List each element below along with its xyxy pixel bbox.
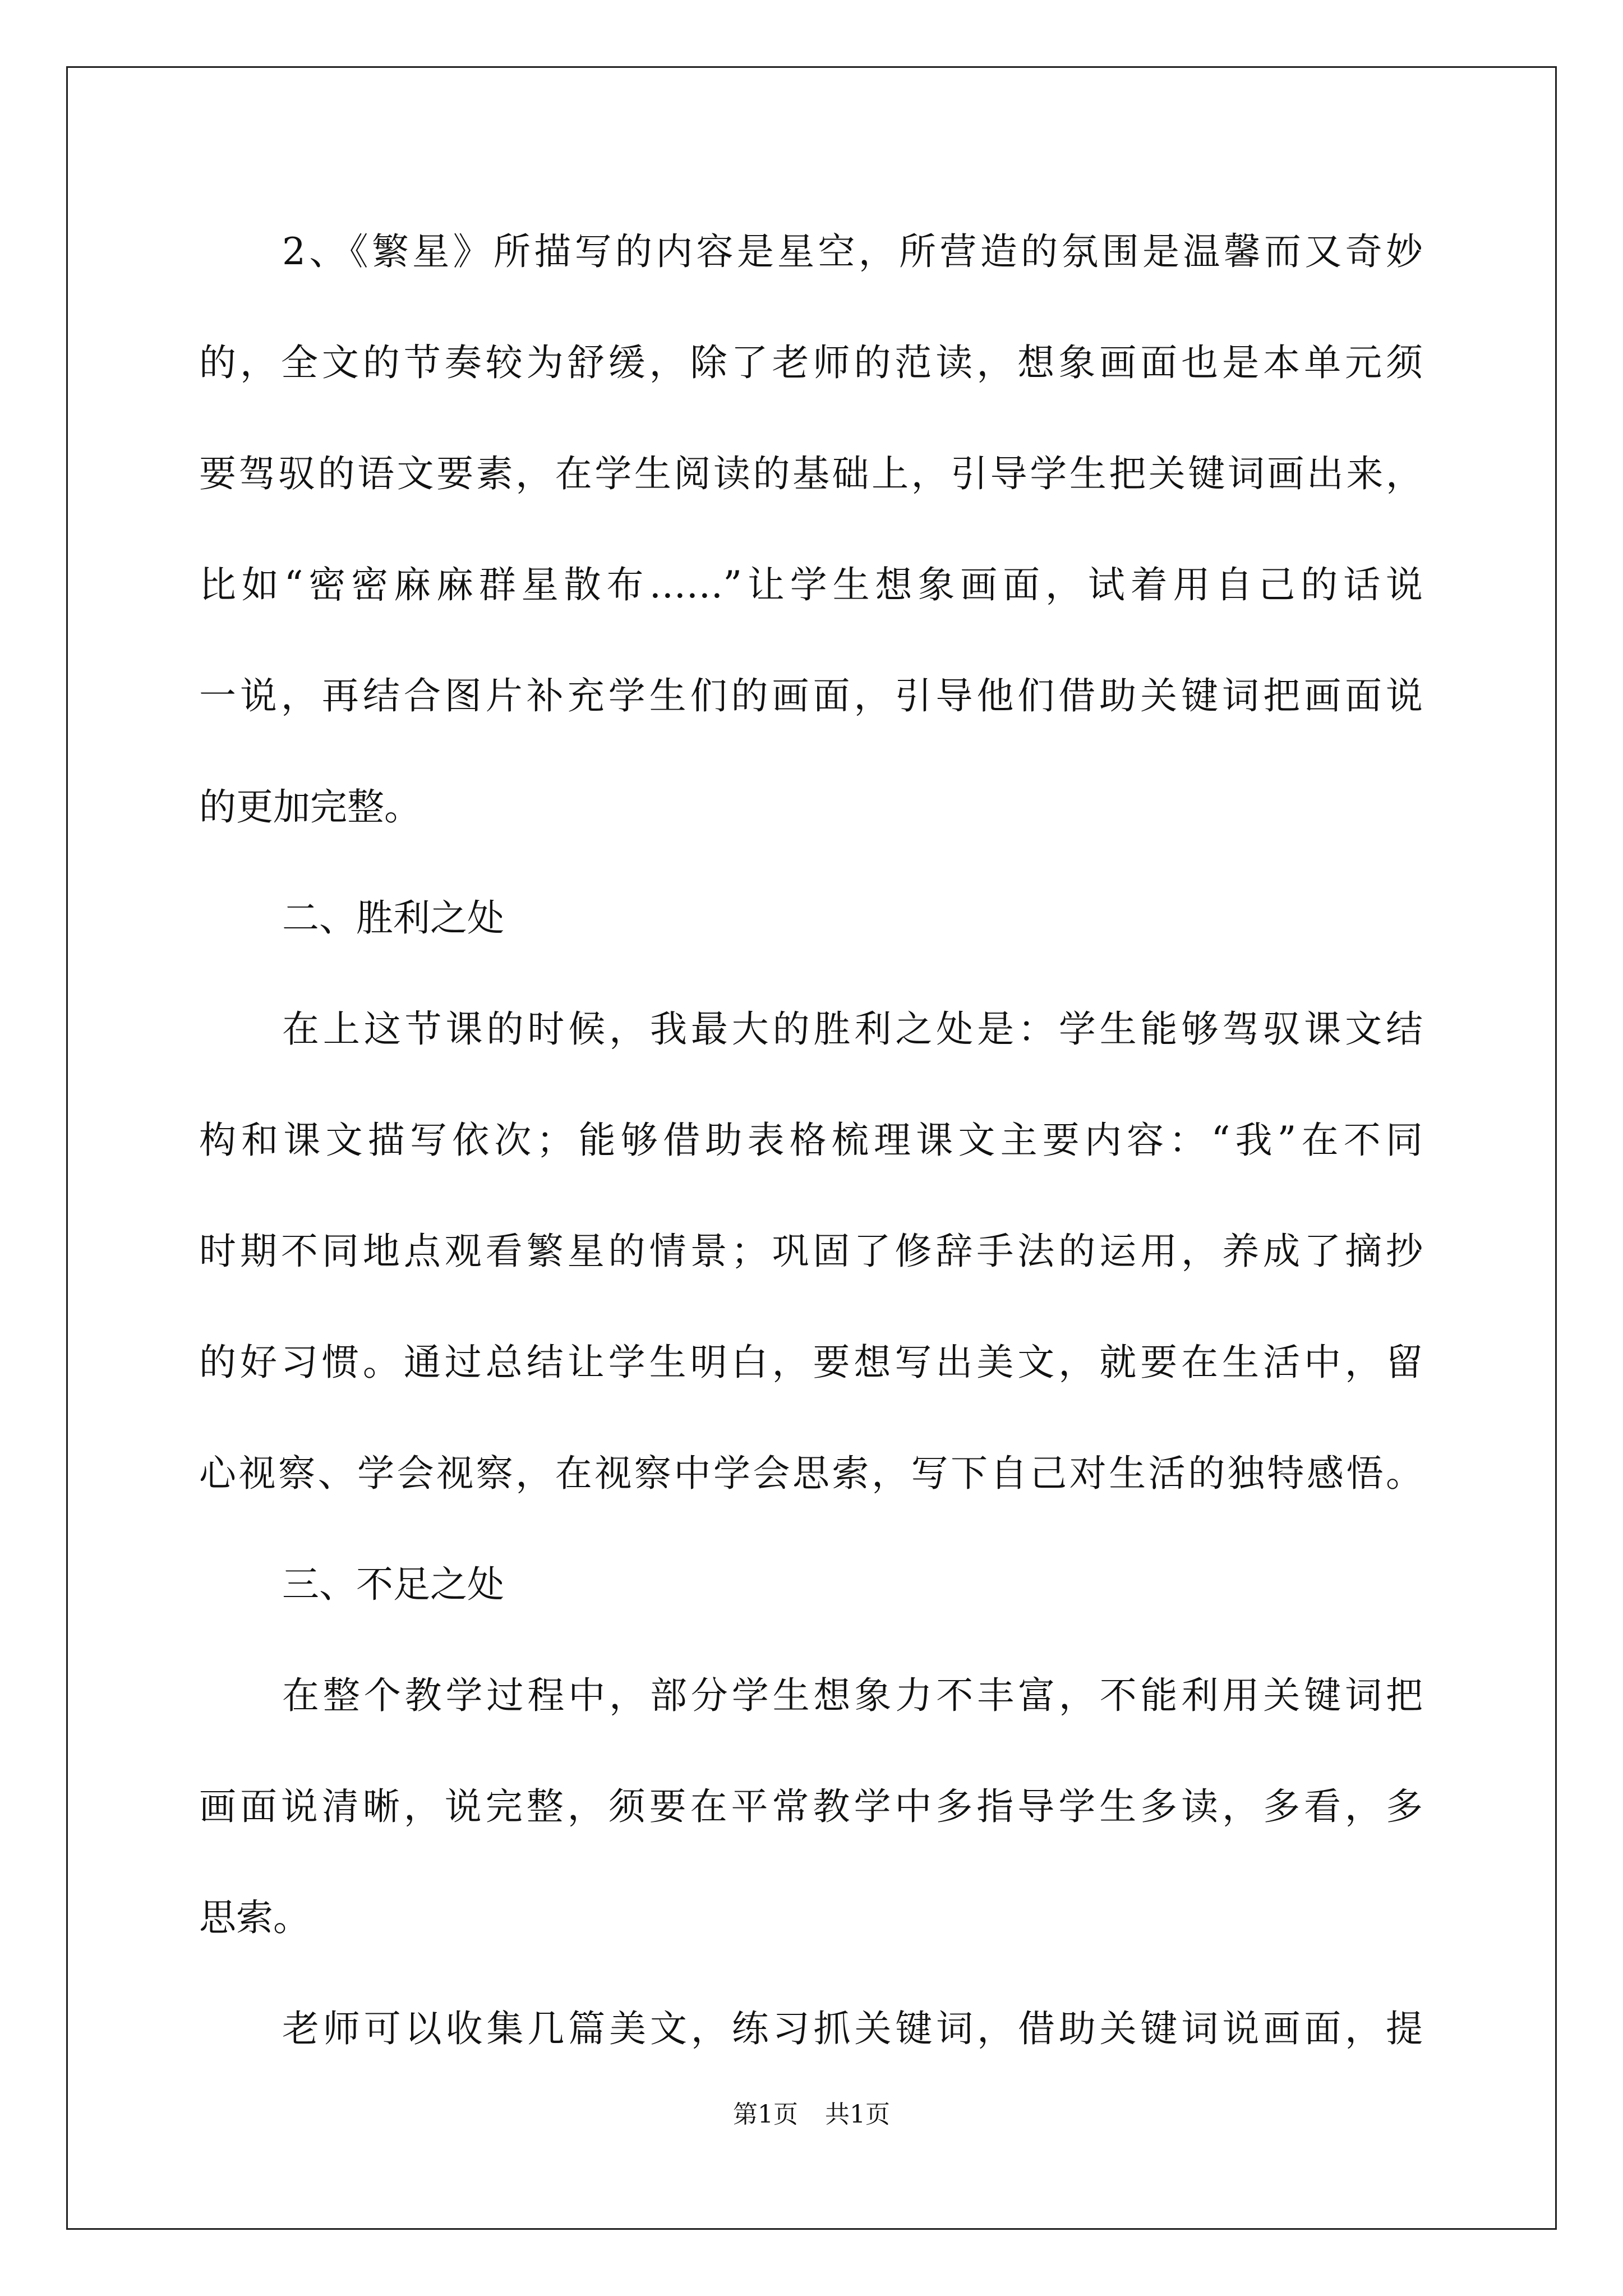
paragraph-1-line-6: 的更加完整。 (199, 785, 421, 829)
paragraph-1-line-1: 2、《繁星》所描写的内容是星空，所营造的氛围是温馨而又奇妙 (282, 230, 1423, 273)
paragraph-5-line-2: 画面说清晰，说完整，须要在平常教学中多指导学生多读，多看，多 (199, 1785, 1423, 1828)
paragraph-3-line-3: 时期不同地点观看繁星的情景；巩固了修辞手法的运用，养成了摘抄 (199, 1230, 1423, 1273)
section-heading-success: 二、胜利之处 (282, 896, 504, 940)
paragraph-6-line-1: 老师可以收集几篇美文，练习抓关键词，借助关键词说画面，提 (282, 2007, 1423, 2050)
section-heading-shortcomings: 三、不足之处 (282, 1563, 504, 1606)
paragraph-1-line-5: 一说，再结合图片补充学生们的画面，引导他们借助关键词把画面说 (199, 674, 1423, 717)
page-number: 第1页 (733, 2100, 798, 2129)
paragraph-1-line-4: 比如“密密麻麻群星散布……”让学生想象画面，试着用自己的话说 (199, 563, 1423, 606)
paragraph-3-line-2: 构和课文描写依次；能够借助表格梳理课文主要内容：“我”在不同 (199, 1119, 1423, 1162)
paragraph-3-line-5: 心视察、学会视察，在视察中学会思索，写下自己对生活的独特感悟。 (199, 1452, 1423, 1495)
paragraph-1-line-2: 的，全文的节奏较为舒缓，除了老师的范读，想象画面也是本单元须 (199, 341, 1423, 384)
paragraph-5-line-3: 思索。 (199, 1896, 310, 1939)
page-total: 共1页 (825, 2100, 890, 2129)
paragraph-1-line-3: 要驾驭的语文要素，在学生阅读的基础上，引导学生把关键词画出来， (199, 452, 1423, 495)
page-footer (0, 2098, 1623, 2132)
paragraph-5-line-1: 在整个教学过程中，部分学生想象力不丰富，不能利用关键词把 (282, 1674, 1423, 1717)
paragraph-3-line-1: 在上这节课的时候，我最大的胜利之处是：学生能够驾驭课文结 (282, 1007, 1423, 1051)
paragraph-3-line-4: 的好习惯。通过总结让学生明白，要想写出美文，就要在生活中，留 (199, 1341, 1423, 1384)
